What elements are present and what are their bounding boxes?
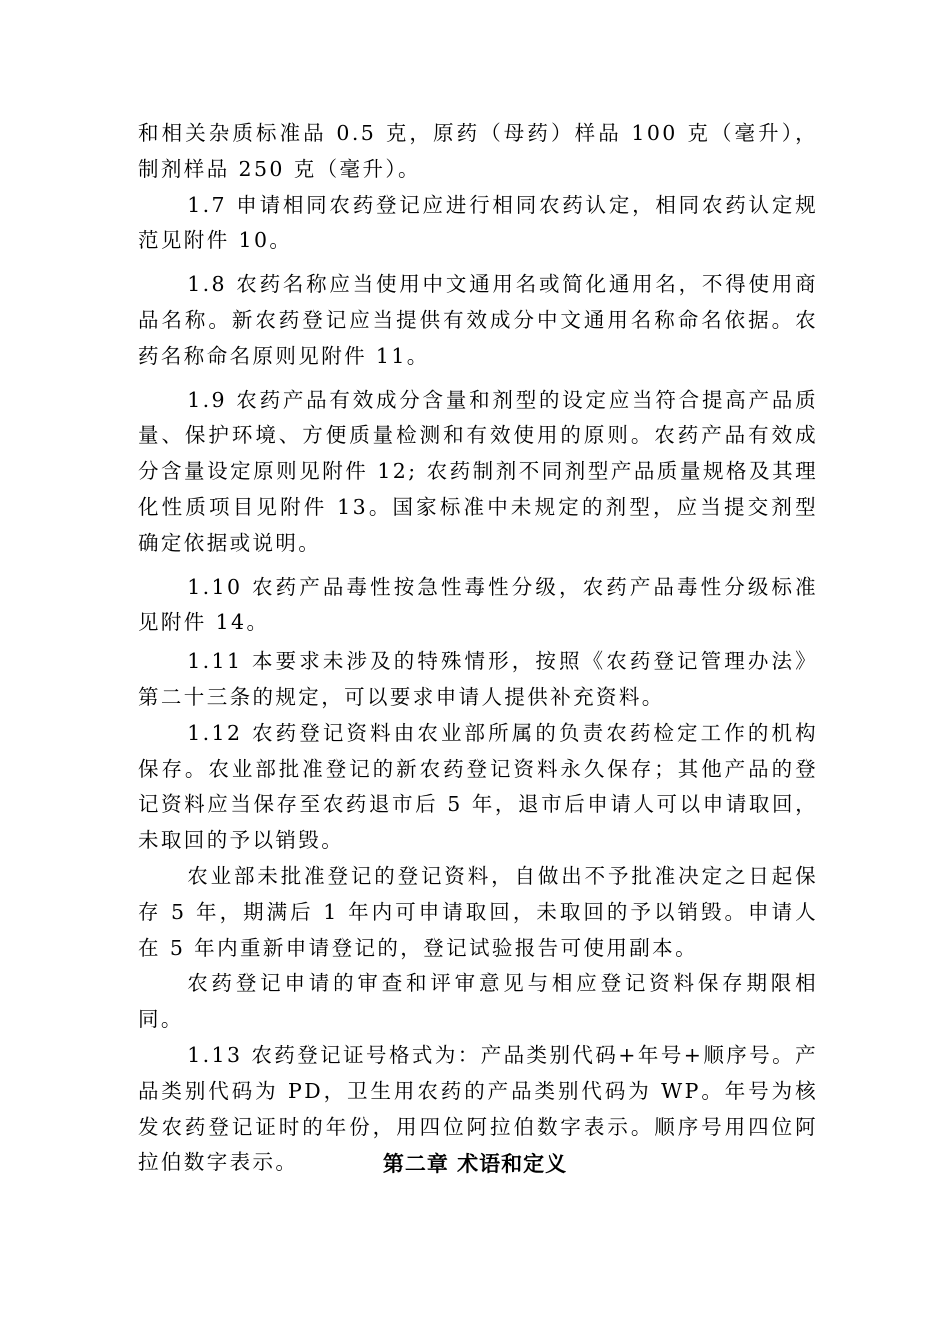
paragraph-sample-requirements: 和相关杂质标准品 0.5 克，原药（母药）样品 100 克（毫升），制剂样品 250 克（毫升）。 [138,121,818,181]
paragraph-1-12: 1.12 农药登记资料由农业部所属的负责农药检定工作的机构保存。农业部批准登记的新农药登记资料永久保存；其他产品的登记资料应当保存至农药退市后 5 年，退市后申请人可以申请取回，未取回的予以销毁。 [138,720,818,853]
paragraph-1-13: 1.13 农药登记证号格式为：产品类别代码+年号+顺序号。产品类别代码为 PD，卫生用农药的产品类别代码为 WP。年号为核发农药登记证时的年份，用四位阿拉伯数字表示。顺序号用四位阿拉伯数字表示。 [138,1042,818,1175]
paragraph-1-8: 1.8 农药名称应当使用中文通用名或简化通用名，不得使用商品名称。新农药登记应当提供有效成分中文通用名称命名依据。农药名称命名原则见附件 11。 [138,272,818,368]
paragraph-unapproved-records: 农业部未批准登记的登记资料，自做出不予批准决定之日起保存 5 年，期满后 1 年内可申请取回，未取回的予以销毁。申请人在 5 年内重新申请登记的，登记试验报告可使用副本。 [138,863,818,960]
chapter-title: 第二章 术语和定义 [382,1152,568,1176]
paragraph-1-7: 1.7 申请相同农药登记应进行相同农药认定，相同农药认定规范见附件 10。 [138,192,818,253]
document-body [138,116,818,1181]
paragraph-1-10: 1.10 农药产品毒性按急性毒性分级，农药产品毒性分级标准见附件 14。 [138,574,818,635]
paragraph-1-9: 1.9 农药产品有效成分含量和剂型的设定应当符合提高产品质量、保护环境、方便质量检测和有效使用的原则。农药产品有效成分含量设定原则见附件 12; 农药制剂不同剂型产品质量规格及其理化性质项目见附件 13。国家标准中未规定的剂型，应当提交剂型确定依据或说明。 [138,387,818,555]
paragraph-1-11: 1.11 本要求未涉及的特殊情形，按照《农药登记管理办法》第二十三条的规定，可以要求申请人提供补充资料。 [138,649,818,709]
paragraph-review-opinions: 农药登记申请的审查和评审意见与相应登记资料保存期限相同。 [138,971,818,1032]
